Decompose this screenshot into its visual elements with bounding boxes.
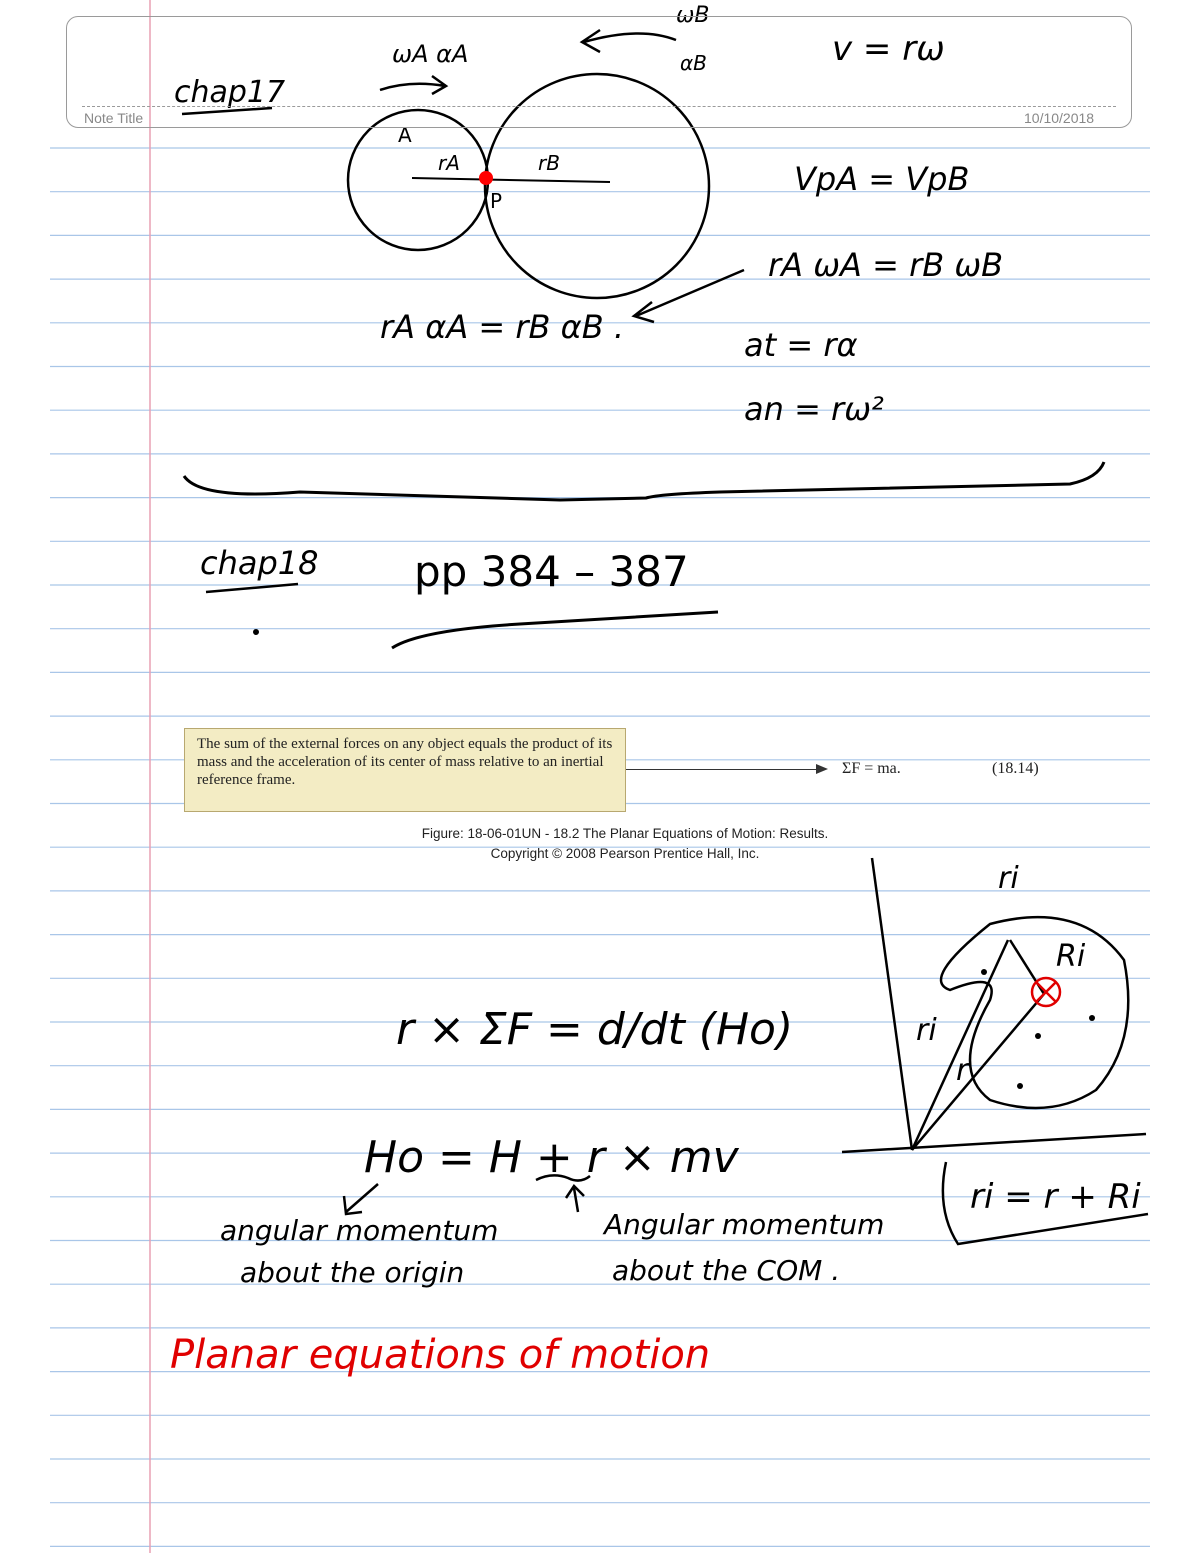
diagram-label-ri-side: ri <box>916 1013 937 1048</box>
label-a: A <box>398 123 412 147</box>
textbook-equation-number: (18.14) <box>992 760 1039 777</box>
textbook-equation: ΣF = ma. <box>842 760 901 777</box>
label-ra: rA <box>438 151 460 175</box>
note-com-line2: about the COM . <box>612 1254 841 1287</box>
note-com-line1: Angular momentum <box>604 1208 885 1241</box>
eq-torque: r × ΣF = d/dt (Ho) <box>396 1004 794 1055</box>
chap18-heading: chap18 <box>200 544 319 582</box>
red-title: Planar equations of motion <box>170 1332 711 1378</box>
pages-underline <box>392 612 718 648</box>
eq-rw: rA ωA = rB ωB <box>768 246 1004 284</box>
diagram-particle-2 <box>1035 1033 1041 1039</box>
section-brace <box>184 462 1104 500</box>
figure-copyright: Copyright © 2008 Pearson Prentice Hall, Inc. <box>490 846 760 861</box>
figure-caption-block <box>330 824 920 864</box>
textbook-arrow-line <box>626 769 818 770</box>
omega-b-label: ωB <box>676 3 710 28</box>
omega-alpha-a-label: ωA αA <box>392 40 469 68</box>
pointer-arrow <box>634 270 744 322</box>
alpha-b-label: αB <box>680 51 707 75</box>
note-title-divider <box>82 106 1116 107</box>
eq-an: an = rω² <box>744 390 884 428</box>
eq-ri: ri = r + Ri <box>970 1177 1141 1217</box>
diagram-label-Ri: Ri <box>1056 939 1086 974</box>
diagram-x-axis <box>842 1134 1146 1152</box>
label-rb: rB <box>538 151 560 175</box>
ink-dot <box>253 629 259 635</box>
diagram-body-outline <box>941 917 1128 1108</box>
diagram-com-cross <box>1036 982 1056 1002</box>
eq-at: at = rα <box>744 326 858 364</box>
contact-point-p <box>479 171 493 185</box>
note-origin-line1: angular momentum <box>220 1214 499 1247</box>
diagram-particle-1 <box>981 969 987 975</box>
eq-vp: VpA = VpB <box>794 160 970 198</box>
diagram-label-r: r <box>956 1053 969 1088</box>
label-p: P <box>490 189 503 213</box>
chap17-heading: chap17 <box>174 75 286 110</box>
ho-arrow <box>344 1184 378 1214</box>
textbook-arrowhead-icon <box>816 764 828 774</box>
note-date: 10/10/2018 <box>1024 110 1095 126</box>
eq-ho: Ho = H + r × mv <box>364 1132 739 1183</box>
chap18-pages: pp 384 – 387 <box>414 547 689 596</box>
radius-line <box>412 178 610 182</box>
note-origin-line2: about the origin <box>240 1256 465 1289</box>
diagram-particle-4 <box>1017 1083 1023 1089</box>
figure-caption: Figure: 18-06-01UN - 18.2 The Planar Equations of Motion: Results. <box>421 826 829 841</box>
textbook-excerpt-box: The sum of the external forces on any object equals the product of its mass and the acceleration of its center of mass relative to an inertial reference frame. <box>184 728 626 812</box>
h-arrow <box>566 1186 584 1212</box>
note-title-label[interactable]: Note Title <box>84 110 144 126</box>
diagram-particle-3 <box>1089 1015 1095 1021</box>
diagram-y-axis <box>872 858 912 1150</box>
diagram-label-ri-top: ri <box>998 861 1019 896</box>
eq-v-rw: v = rω <box>832 29 945 69</box>
eq-ralpha: rA αA = rB αB . <box>380 308 625 346</box>
note-title-box <box>66 16 1132 128</box>
